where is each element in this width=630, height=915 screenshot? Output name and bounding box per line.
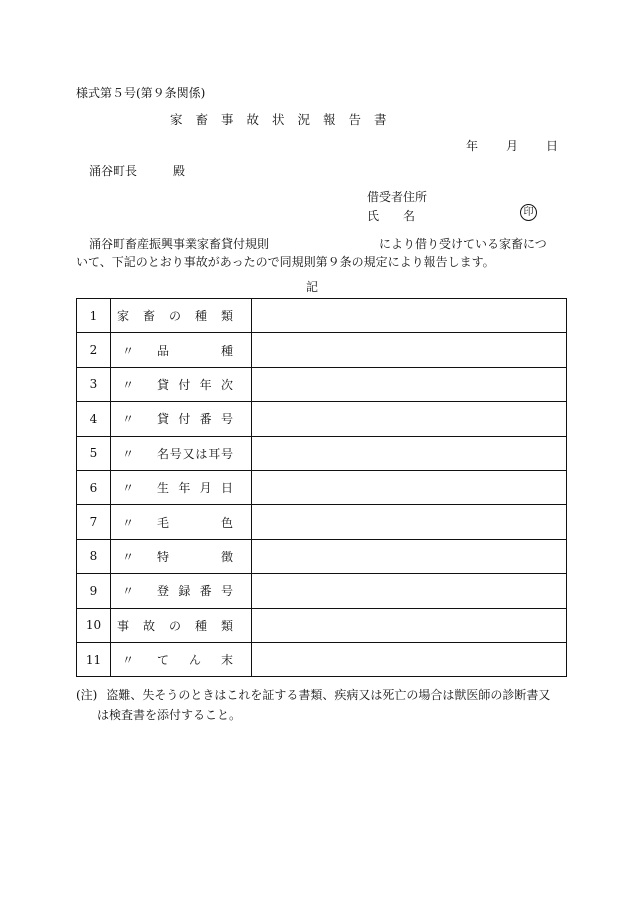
- table-row: [77, 402, 567, 436]
- items-table: [76, 298, 567, 677]
- date-line: [466, 137, 558, 154]
- row-number: 5: [77, 436, 111, 470]
- row-value-field[interactable]: [252, 402, 567, 436]
- row-value-field[interactable]: [252, 470, 567, 504]
- table-row: [77, 505, 567, 539]
- row-value-field[interactable]: [252, 539, 567, 573]
- row-value-field[interactable]: [252, 642, 567, 676]
- row-label: 貸付年次: [157, 377, 233, 392]
- row-number: 10: [77, 608, 111, 642]
- row-label-cell: [111, 608, 252, 642]
- row-label: 特徴: [157, 549, 233, 564]
- ditto-mark: 〃: [121, 377, 134, 392]
- row-label-cell: [111, 642, 252, 676]
- borrower-name-label: 氏 名: [367, 209, 416, 223]
- row-value-field[interactable]: [252, 436, 567, 470]
- row-number: 4: [77, 402, 111, 436]
- row-number: 2: [77, 333, 111, 367]
- row-label: 名号又は耳号: [157, 446, 233, 461]
- ditto-mark: 〃: [121, 412, 134, 427]
- row-value-field[interactable]: [252, 608, 567, 642]
- ditto-mark: 〃: [121, 584, 134, 599]
- row-label: 家畜の種類: [117, 309, 233, 324]
- date-year-label: 年: [466, 139, 479, 153]
- table-row: [77, 642, 567, 676]
- body-text-continued: により借り受けている家畜につ: [379, 237, 547, 251]
- row-number: 1: [77, 299, 111, 333]
- table-row: [77, 539, 567, 573]
- row-number: 9: [77, 574, 111, 608]
- note-line1: [76, 686, 550, 703]
- row-label: 生年月日: [157, 481, 233, 496]
- ditto-mark: 〃: [121, 653, 134, 668]
- row-label: 毛色: [157, 515, 233, 530]
- note-line2: は検査書を添付すること。: [97, 708, 242, 722]
- table-row: [77, 574, 567, 608]
- row-number: 11: [77, 642, 111, 676]
- date-day-label: 日: [546, 139, 559, 153]
- row-label-cell: [111, 333, 252, 367]
- row-value-field[interactable]: [252, 299, 567, 333]
- ditto-mark: 〃: [121, 481, 134, 496]
- seal-mark: 印: [520, 204, 537, 221]
- table-row: [77, 333, 567, 367]
- body-text-line1: [89, 235, 547, 252]
- borrower-address-label: 借受者住所: [367, 190, 428, 204]
- row-label: 事故の種類: [117, 618, 233, 633]
- table-row: [77, 436, 567, 470]
- row-number: 7: [77, 505, 111, 539]
- row-value-field[interactable]: [252, 505, 567, 539]
- ditto-mark: 〃: [121, 343, 134, 358]
- body-text-line2: いて、下記のとおり事故があったので同規則第９条の規定により報告します。: [76, 255, 495, 269]
- note-prefix: (注): [76, 688, 98, 702]
- row-label-cell: [111, 402, 252, 436]
- form-number: 様式第５号(第９条関係): [76, 86, 206, 100]
- note-text-1: 盗難、失そうのときはこれを証する書類、疾病又は死亡の場合は獣医師の診断書又: [106, 688, 551, 702]
- row-number: 8: [77, 539, 111, 573]
- row-label-cell: [111, 539, 252, 573]
- ditto-mark: 〃: [121, 515, 134, 530]
- document-title: 家畜事故状況報告書: [170, 112, 400, 127]
- row-label-cell: [111, 299, 252, 333]
- table-row: [77, 367, 567, 401]
- row-value-field[interactable]: [252, 333, 567, 367]
- row-value-field[interactable]: [252, 367, 567, 401]
- row-label-cell: [111, 505, 252, 539]
- table-row: [77, 608, 567, 642]
- ditto-mark: 〃: [121, 446, 134, 461]
- row-label-cell: [111, 367, 252, 401]
- row-label: 品種: [157, 343, 233, 358]
- row-label-cell: [111, 470, 252, 504]
- row-label: 貸付番号: [157, 412, 233, 427]
- ditto-mark: 〃: [121, 549, 134, 564]
- addressee: [89, 162, 185, 179]
- addressee-name: 涌谷町長: [89, 164, 138, 178]
- date-month-label: 月: [506, 139, 519, 153]
- body-regulation-name: 涌谷町畜産振興事業家畜貸付規則: [89, 237, 270, 251]
- row-number: 3: [77, 367, 111, 401]
- row-value-field[interactable]: [252, 574, 567, 608]
- row-label-cell: [111, 574, 252, 608]
- addressee-honorific: 殿: [173, 164, 186, 178]
- row-label-cell: [111, 436, 252, 470]
- ki-heading: 記: [306, 280, 319, 294]
- row-label: てん末: [157, 653, 233, 668]
- table-row: [77, 299, 567, 333]
- row-label: 登録番号: [157, 584, 233, 599]
- row-number: 6: [77, 470, 111, 504]
- table-row: [77, 470, 567, 504]
